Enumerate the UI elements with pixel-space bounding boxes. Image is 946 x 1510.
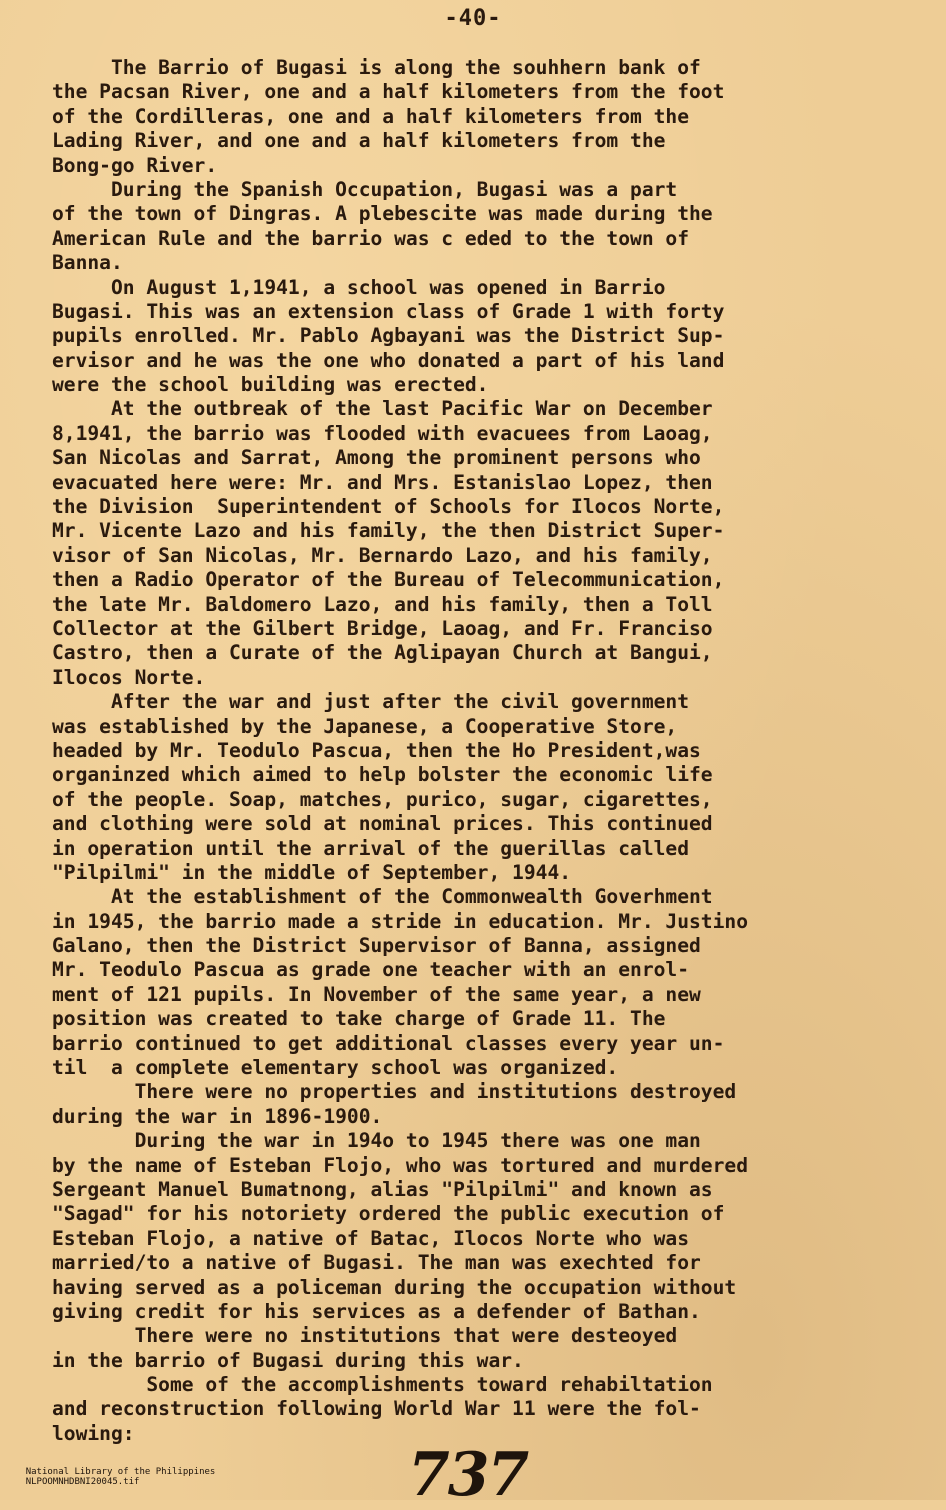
text-line: then a Radio Operator of the Bureau of Telecommunication,: [52, 568, 725, 592]
text-line: position was created to take charge of Grade 11. The: [52, 1007, 666, 1031]
text-line: pupils enrolled. Mr. Pablo Agbayani was the District Sup-: [52, 324, 725, 348]
text-line: in the barrio of Bugasi during this war.: [52, 1348, 524, 1372]
text-line: "Sagad" for his notoriety ordered the public execution of: [52, 1202, 725, 1226]
text-line: American Rule and the barrio was c eded to the town of: [52, 226, 690, 250]
text-line: Castro, then a Curate of the Aglipayan Church at Bangui,: [52, 641, 713, 665]
text-line: On August 1,1941, a school was opened in Barrio: [52, 275, 666, 299]
text-line: of the town of Dingras. A plebescite was made during the: [52, 202, 713, 226]
text-line: The Barrio of Bugasi is along the souhhern bank of: [52, 56, 701, 79]
footer-filename: NLPOOMNHDBNI20045.tif: [25, 1477, 140, 1487]
text-line: At the outbreak of the last Pacific War on December: [52, 397, 713, 421]
text-line: evacuated here were: Mr. and Mrs. Estanislao Lopez, then: [52, 470, 713, 494]
text-line: "Pilpilmi" in the middle of September, 1944.: [52, 860, 572, 884]
text-line: At the establishment of the Commonwealth Goverhment: [52, 885, 713, 909]
text-line: married/to a native of Bugasi. The man was exechted for: [52, 1251, 701, 1275]
text-line: barrio continued to get additional classes every year un-: [52, 1031, 725, 1055]
text-line: during the war in 1896-1900.: [52, 1104, 383, 1128]
text-line: til a complete elementary school was organized.: [52, 1056, 619, 1080]
text-line: was established by the Japanese, a Cooperative Store,: [52, 714, 678, 738]
text-line: There were no institutions that were desteoyed: [52, 1324, 678, 1348]
text-line: organinzed which aimed to help bolster the economic life: [52, 763, 713, 787]
text-line: Lading River, and one and a half kilometers from the: [52, 129, 666, 153]
text-line: Sergeant Manuel Bumatnong, alias "Pilpilmi" and known as: [52, 1177, 713, 1201]
text-line: Bong-go River.: [52, 153, 218, 177]
text-line: in 1945, the barrio made a stride in education. Mr. Justino: [52, 909, 748, 933]
text-line: the Division Superintendent of Schools for Ilocos Norte,: [52, 495, 725, 519]
text-line: having served as a policeman during the occupation without: [52, 1275, 737, 1299]
text-line: of the Cordilleras, one and a half kilometers from the: [52, 104, 690, 128]
text-line: in operation until the arrival of the guerillas called: [52, 836, 690, 860]
text-line: During the Spanish Occupation, Bugasi was a part: [52, 177, 678, 201]
text-line: headed by Mr. Teodulo Pascua, then the Ho President,was: [52, 738, 701, 762]
text-line: 8,1941, the barrio was flooded with evacuees from Laoag,: [52, 421, 713, 445]
scan-footer: [4, 1457, 225, 1497]
text-line: Mr. Teodulo Pascua as grade one teacher with an enrol-: [52, 958, 690, 982]
text-line: Bugasi. This was an extension class of Grade 1 with forty: [52, 299, 725, 323]
page-number: -40-: [444, 6, 502, 31]
text-line: and clothing were sold at nominal prices. This continued: [52, 812, 713, 836]
footer-library-name: National Library of the Philippines: [25, 1467, 216, 1477]
text-line: and reconstruction following World War 11 were the fol-: [52, 1397, 701, 1421]
text-line: giving credit for his services as a defender of Bathan.: [52, 1299, 701, 1323]
text-line: of the people. Soap, matches, purico, sugar, cigarettes,: [52, 787, 713, 811]
text-line: Ilocos Norte.: [52, 665, 206, 689]
text-line: Collector at the Gilbert Bridge, Laoag, and Fr. Franciso: [52, 616, 713, 640]
text-line: were the school building was erected.: [52, 373, 489, 397]
text-line: San Nicolas and Sarrat, Among the prominent persons who: [52, 446, 701, 470]
text-line: Some of the accomplishments toward rehabiltation: [52, 1373, 713, 1397]
text-line: lowing:: [52, 1421, 135, 1445]
text-line: There were no properties and institutions destroyed: [52, 1080, 737, 1104]
text-line: Banna.: [52, 251, 123, 275]
document-body: [52, 56, 900, 1446]
text-line: After the war and just after the civil government: [52, 690, 690, 714]
handwritten-page-stamp: 737: [408, 1440, 528, 1510]
text-line: ment of 121 pupils. In November of the same year, a new: [52, 982, 701, 1006]
text-line: During the war in 194o to 1945 there was one man: [52, 1129, 701, 1153]
text-line: Mr. Vicente Lazo and his family, the then District Super-: [52, 519, 725, 543]
text-line: visor of San Nicolas, Mr. Bernardo Lazo, and his family,: [52, 543, 713, 567]
text-line: Galano, then the District Supervisor of Banna, assigned: [52, 934, 701, 958]
text-line: Esteban Flojo, a native of Batac, Ilocos Norte who was: [52, 1226, 690, 1250]
text-line: ervisor and he was the one who donated a part of his land: [52, 348, 725, 372]
text-line: the Pacsan River, one and a half kilometers from the foot: [52, 80, 725, 104]
text-line: by the name of Esteban Flojo, who was tortured and murdered: [52, 1153, 748, 1177]
text-line: the late Mr. Baldomero Lazo, and his family, then a Toll: [52, 592, 713, 616]
